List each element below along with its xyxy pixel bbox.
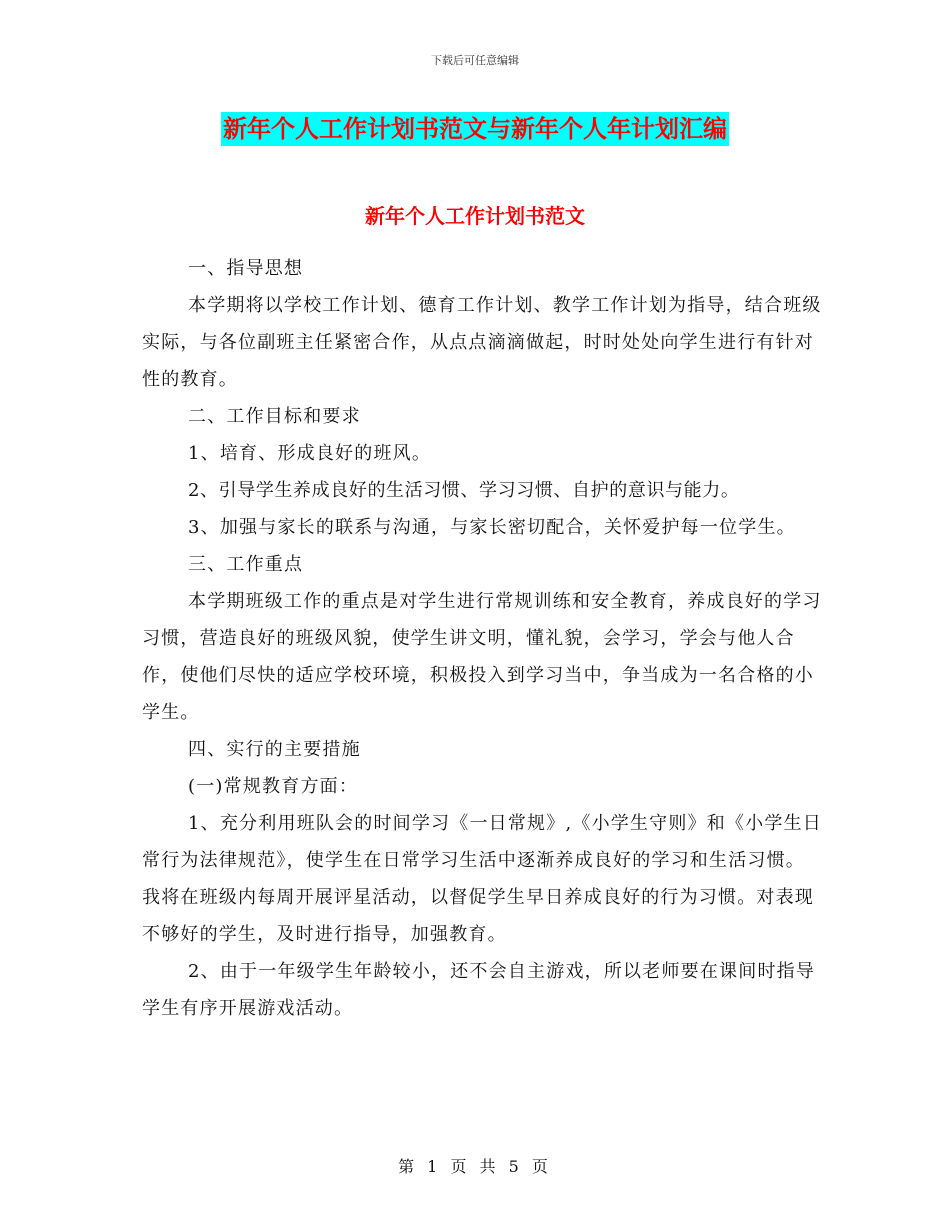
document-body xyxy=(142,250,822,1027)
header-note: 下载后可任意编辑 xyxy=(431,54,519,67)
body-paragraph: 本学期将以学校工作计划、德育工作计划、教学工作计划为指导，结合班级实际，与各位副班主任紧密合作，从点点滴滴做起，时时处处向学生进行有针对性的教育。 xyxy=(142,295,822,390)
subtitle: 新年个人工作计划书范文 xyxy=(365,204,585,228)
section-heading: 三、工作重点 xyxy=(188,554,304,575)
main-title-wrap xyxy=(0,112,950,146)
subsection-heading: (一)常规教育方面： xyxy=(188,776,359,797)
section-heading: 四、实行的主要措施 xyxy=(188,739,361,760)
body-paragraph: 1、充分利用班队会的时间学习《一日常规》,《小学生守则》和《小学生日常行为法律规范》，使学生在日常学习生活中逐渐养成良好的学习和生活习惯。我将在班级内每周开展评星活动，以督促学生早日养成良好的行为习惯。对表现不够好的学生，及时进行指导，加强教育。 xyxy=(142,813,822,945)
page-footer: 第 1 页 共 5 页 xyxy=(398,1157,552,1176)
list-item: 3、加强与家长的联系与沟通，与家长密切配合，关怀爱护每一位学生。 xyxy=(188,517,796,538)
body-paragraph: 2、由于一年级学生年龄较小，还不会自主游戏，所以老师要在课间时指导学生有序开展游戏活动。 xyxy=(142,961,816,1019)
list-item: 2、引导学生养成良好的生活习惯、学习习惯、自护的意识与能力。 xyxy=(188,480,740,501)
main-title: 新年个人工作计划书范文与新年个人年计划汇编 xyxy=(221,112,729,146)
section-heading: 一、指导思想 xyxy=(188,258,304,279)
body-paragraph: 本学期班级工作的重点是对学生进行常规训练和安全教育，养成良好的学习习惯，营造良好的班级风貌，使学生讲文明，懂礼貌，会学习，学会与他人合作，使他们尽快的适应学校环境，积极投入到学习当中，争当成为一名合格的小学生。 xyxy=(142,591,822,723)
section-heading: 二、工作目标和要求 xyxy=(188,406,361,427)
list-item: 1、培育、形成良好的班风。 xyxy=(188,443,432,464)
